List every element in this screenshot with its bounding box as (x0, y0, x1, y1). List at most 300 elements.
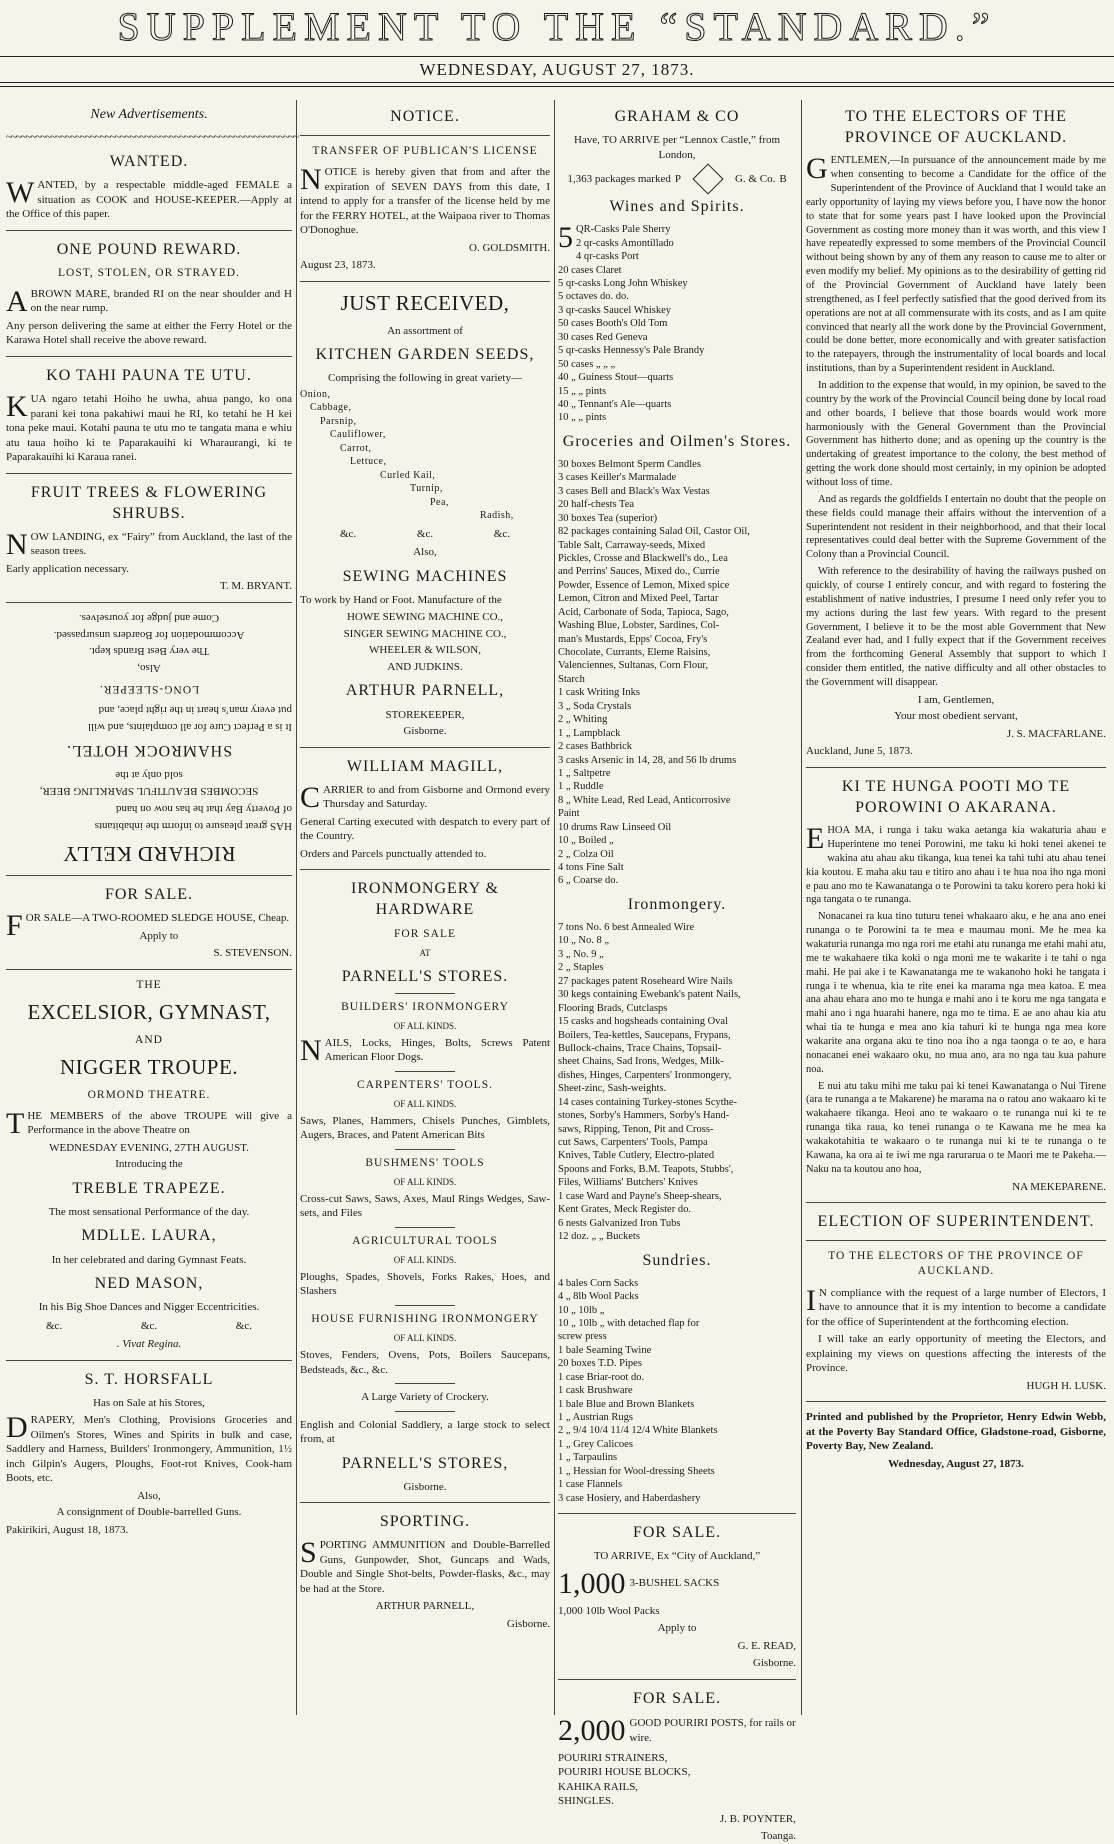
advert-subheading: HOUSE FURNISHING IRONMONGERY (311, 1312, 539, 1325)
list-item: POURIRI HOUSE BLOCKS, (558, 1766, 691, 1779)
advert-text: OF ALL KINDS. (393, 1177, 457, 1187)
list-ironmongery (558, 894, 796, 1244)
advert-text: . Vivat Regina. (116, 1338, 182, 1351)
advert-signature: T. M. BRYANT. (219, 580, 292, 593)
advert-text: BROWN MARE, branded RI on the near shoulder and H on the near rump. (30, 287, 292, 315)
masthead-rule-mid (0, 82, 1114, 83)
advert-text: THE (136, 978, 162, 991)
advert-text: ANTED, by a respectable middle-aged FEMALE a situation as COOK and HOUSE-KEEPER.—Apply at the Office of this paper. (6, 179, 292, 221)
column-divider (554, 100, 555, 1715)
advert-subheading: TRANSFER OF PUBLICAN'S LICENSE (312, 145, 538, 158)
list-item: 3 qr-casks Saucel Whiskey (558, 304, 672, 316)
list-item: KAHIKA RAILS, (558, 1780, 639, 1793)
column-divider (801, 100, 802, 1715)
list-item: saws, Ripping, Tenon, Pit and Cross- (558, 1123, 714, 1135)
list-item: Parsnip, (320, 415, 357, 427)
list-item: 10 „ Boiled „ (558, 835, 614, 847)
list-item: 50 cases „ „ „ (558, 358, 616, 370)
advert-subheading: ORMOND THEATRE. (87, 1088, 211, 1101)
list-heading: Sundries. (642, 1251, 712, 1269)
advert-text: Also, (137, 662, 161, 675)
advert-text: An assortment of (387, 324, 463, 337)
advert-text: Stoves, Fenders, Ovens, Pots, Boilers Saucepans, Bedsteads, &c., &c. (300, 1349, 550, 1376)
advert-notice (300, 106, 550, 273)
list-item: 6 nests Galvanized Iron Tubs (558, 1217, 681, 1229)
divider (300, 281, 550, 282)
list-item: 10 „ 10lb „ (558, 1304, 605, 1316)
list-item: 10 „ „ pints (558, 412, 607, 424)
advert-graham (558, 106, 796, 190)
advert-text: 1,000 10lb Wool Packs (558, 1604, 660, 1617)
advert-heading: PARNELL'S STORES. (341, 967, 509, 985)
masthead-date: WEDNESDAY, AUGUST 27, 1873. (419, 60, 695, 79)
mark-letter: B (779, 172, 787, 185)
list-item: Paint (558, 808, 580, 820)
advert-text: TO ARRIVE, Ex “City of Auckland,” (593, 1550, 761, 1563)
advert-heading: WANTED. (109, 152, 189, 170)
advert-signature: J. S. MACFARLANE. (1006, 727, 1106, 740)
list-item: 30 boxes Tea (superior) (558, 512, 658, 524)
advert-sacks (558, 1522, 796, 1671)
list-item: 27 packages patent Roseheard Wire Nails (558, 975, 733, 987)
advert-heading: TREBLE TRAPEZE. (72, 1179, 226, 1197)
advert-signature: J. B. POYNTER, (719, 1812, 796, 1825)
advert-heading: KITCHEN GARDEN SEEDS, (315, 346, 535, 364)
advert-macfarlane (806, 106, 1106, 759)
list-item: 4 qr-casks Port (576, 251, 639, 263)
drop-cap: N (300, 1033, 322, 1067)
drop-cap: 5 (558, 221, 573, 255)
list-item: Onion, (300, 388, 331, 400)
advert-text: Nonacanei ra kua tino tuturu tenei whakaaro aku, e he ana ano enei runanga o te Porowini ta te mea e maumau moni. Me he mea ka wakaturia runanga mo nga rori me etahi atu runanga me etahi mahi atu, me te wakahaere tika koki o nga moni me te wakarite i te tahi o nga mahi. He pai ake i te Kawanatanga me te wakanoho hoki he tangata i runga i te whenua, kia te rite enei ka marama nga mea katoa. E mea ana ahau ehara ano mo te hunga e mahi ano i te koru me nga tangata e mahi ano i nga huarahi hanere, nga mo te tima. E ae ano ahau kia atu whai tia te hunga e mea ano kia tahuri ki te hunga nga mea kore wakarite ana organa aku te tino noa iho a nga taonga o te ao, e hara nonacanei enei wakaaro oku, no mua ano, ara no nga tau kua pahure noa. (806, 911, 1107, 1075)
list-item: 20 half-chests Tea (558, 499, 635, 511)
drop-cap: F (6, 909, 23, 943)
list-item: SINGER SEWING MACHINE CO., (343, 627, 507, 640)
drop-cap: I (806, 1283, 816, 1317)
list-item: Bullock-chains, Trace Chains, Topsail- (558, 1042, 722, 1054)
quantity-number: 2,000 (558, 1713, 626, 1747)
list-item: 2 „ Whiting (558, 714, 608, 726)
list-item: and Perrins' Sauces, Mixed do., Currie (558, 566, 720, 578)
list-item: Lemon, Citron and Mixed Peel, Tartar (558, 593, 719, 605)
list-item: 3 cases Keiller's Marmalade (558, 472, 677, 484)
list-item: 8 „ White Lead, Red Lead, Anticorrosive (558, 794, 731, 806)
advert-text: &c. (416, 527, 434, 540)
advert-text: In addition to the expense that would, in my opinion, be saved to the country by the work of the Provincial Council being done by local road and other boards, I believe that those boards would work more harmoniously with the General Government than the Provincial Government has hitherto done; and as opening up the country is the undertaking of greatest importance to the colony, the best method of getting the work done should most certainly, in my opinion be adopted without loss of time. (806, 379, 1106, 488)
divider (395, 1149, 455, 1150)
advert-signature: ARTHUR PARNELL, (345, 682, 505, 700)
advert-text: Early application necessary. (6, 562, 129, 575)
list-item: Lettuce, (350, 456, 387, 468)
divider (558, 1513, 796, 1514)
divider (806, 1401, 1106, 1402)
list-item: 3 „ Soda Crystals (558, 700, 632, 712)
drop-cap: K (6, 390, 28, 424)
divider (300, 869, 550, 870)
list-item: Knives, Table Cutlery, Electro-plated (558, 1150, 715, 1162)
advert-subheading: AGRICULTURAL TOOLS (352, 1234, 498, 1247)
drop-cap: A (6, 284, 28, 318)
diamond-icon (692, 164, 723, 195)
list-wines (558, 196, 796, 425)
advert-heading: FOR SALE. (632, 1689, 722, 1707)
list-item: Carrot, (340, 442, 372, 454)
list-item: 7 tons No. 6 best Annealed Wire (558, 922, 695, 934)
wavy-divider: ~~~~~~~~~~~~~~~~~~~~~~~~~~~~~~~~~~~~~~~~~~~~~~~~~~~~~~~~~~~ (6, 131, 299, 144)
advert-heading: KO TAHI PAUNA TE UTU. (46, 366, 252, 384)
divider (806, 1202, 1106, 1203)
divider (6, 875, 292, 876)
advert-ironmongery (300, 878, 550, 1494)
advert-text: To work by Hand or Foot. Manufacture of the (300, 593, 502, 606)
advert-text: put every man’s heart in the right place, and (98, 703, 292, 716)
advert-text: SECOMBES BEAUTIFUL SPARKLING BEER, (39, 785, 259, 798)
list-item: 5 qr-casks Long John Whiskey (558, 278, 688, 289)
advert-heading: RICHARD KELLY (62, 842, 236, 867)
list-item: Spoons and Forks, B.M. Teapots, Stubbs', (558, 1163, 734, 1175)
column-4 (806, 100, 1106, 1715)
list-item: 4 bales Corn Sacks (558, 1277, 639, 1289)
advert-text: English and Colonial Saddlery, a large stock to select from, at (300, 1418, 550, 1446)
advert-text: of Poverty Bay that he has now on hand (116, 802, 292, 815)
advert-text: In his Big Shoe Dances and Nigger Eccentricities. (38, 1301, 260, 1314)
advert-text: The most sensational Performance of the day. (48, 1205, 250, 1218)
advert-date: Pakirikiri, August 18, 1873. (6, 1523, 129, 1536)
list-item: sheet Chains, Sad Irons, Wedges, Milk- (558, 1056, 724, 1068)
list-item: Cauliflower, (330, 429, 386, 441)
list-item: 30 kegs containing Ewebank's patent Nails, (558, 989, 741, 1001)
advert-text: It is a Perfect Cure for all complaints, and will (87, 721, 292, 734)
advert-text: ENTLEMEN,—In pursuance of the announcement made by me when consenting to become a Candidate for the office of the Superintendent of the Province of Auckland that I would take an early opportunity of laying my views before you, I have now the honor to state that for some years past I have looked upon the Provincial Government as costing more money than it was worth, and this view I have repeatedly expressed to some members of the Provincial Council without being shown by any of them any reason to cause me to alter or even modify my belief. My opinions as to the desirability of getting rid of the Provincial Government of Auckland have lately been strengthened, as I feel perfectly satisfied that the good derived from its operations are not at all commensurate with its costs, and as I am quite convinced that nearly all the work done by the Provincial Government, could be done better, more economically and with greater satisfaction to the ratepayers, through the instrumentality of local boards and local institutions, than by a Superintendent resident in Auckland. (806, 155, 1106, 375)
list-groceries (558, 431, 796, 888)
advert-subheading: BUSHMENS' TOOLS (365, 1156, 485, 1169)
divider (300, 1502, 550, 1503)
advert-reward (6, 239, 292, 348)
advert-text: FOR SALE (394, 927, 456, 940)
list-item: dishes, Hinges, Carpenters' Ironmongery, (558, 1069, 732, 1081)
list-item: 14 cases containing Turkey-stones Scythe- (558, 1096, 738, 1108)
advert-heading: ELECTION OF SUPERINTENDENT. (817, 1213, 1095, 1231)
advert-text: OF ALL KINDS. (393, 1020, 457, 1031)
imprint-text: Printed and published by the Proprietor, Henry Edwin Webb, at the Poverty Bay Standard Office, Gladstone-road, Gisborne, Poverty Bay, New Zealand. (806, 1411, 1106, 1453)
advert-text: And as regards the goldfields I entertain no doubt that the people on these fields could manage their affairs without the intervention of a Superintendent not resident in their neighborhood, and that their local representatives could deal better with the Supreme Government of the Colony than a Provincial Council. (806, 493, 1106, 561)
list-item: 2 „ 9/4 10/4 11/4 12/4 White Blankets (558, 1425, 718, 1437)
list-item: 30 boxes Belmont Sperm Candles (558, 458, 701, 470)
advert-text: HOA MA, i runga i taku waka aetanga kia wakaturia ahau e Huperintene mo tenei Porowini, me taku ki hoki tenei akenei te wakina atu ahau aku tikanga, kua tenei ka tahi tuhi atu ahau tenei kia koutou. E maha aku tau e titiro ano ahau i te hua noa iho nga moni e pau ano mo te Kawanatanga o te Porowini ta taku korero pera hoki ki nga tangata o te runanga. (806, 825, 1106, 906)
advert-heading: NED MASON, (94, 1275, 204, 1293)
divider (6, 473, 292, 474)
masthead (0, 0, 1114, 84)
drop-cap: N (300, 163, 322, 197)
advert-text: ARRIER to and from Gisborne and Ormond every Thursday and Saturday. (323, 783, 550, 811)
list-item: Kent Grates, Meck Register do. (558, 1204, 691, 1216)
imprint (806, 1410, 1106, 1471)
list-item: 40 „ Guiness Stout—quarts (558, 372, 674, 384)
advert-text: Saws, Planes, Hammers, Chisels Punches, Gimblets, Augers, Braces, and Patent American Bits (300, 1114, 550, 1142)
advert-text: Apply to (657, 1622, 697, 1635)
list-item: 2 „ Staples (558, 962, 604, 974)
advert-signature: G. E. READ, (737, 1639, 796, 1652)
advert-text: 1,363 packages marked (567, 172, 671, 185)
list-item: 5 octaves do. do. (558, 291, 629, 303)
divider (806, 1240, 1106, 1241)
drop-cap: C (300, 780, 321, 814)
advert-text: Introducing the (115, 1158, 183, 1171)
divider (6, 356, 292, 357)
list-item: Curled Kail, (380, 469, 436, 481)
list-item: 3 cases Bell and Black's Wax Vestas (558, 485, 710, 497)
list-item: Radish, (480, 510, 514, 522)
list-item: WHEELER & WILSON, (369, 644, 481, 657)
list-item: 10 „ No. 8 „ (558, 935, 610, 947)
advert-text: E nui atu taku mihi me taku pai ki tenei Kawanatanga o Nui Tirene (ara te runanga a te Makarene) he marama na o ratou ano wakaaro ki te wakahaere tikanga. Heoi ano te wakaaro o te runanga nui ki te te runanga tika raua, ko tenei runanga o te Kawana me he mea ka wakakotahitia te wakaaro o te runanga nui ki te te runanga o te Kawana, ka ora ai te iwi me nga rarurarua o te Maori me te Pakeha.—Naku na ta koutou ano hoa, (806, 1080, 1106, 1175)
list-item: Files, Williams' Butchers' Knives (558, 1177, 698, 1189)
divider (6, 969, 292, 970)
list-item: 1 bale Seaming Twine (558, 1344, 652, 1356)
list-sundries (558, 1250, 796, 1506)
advert-magill (300, 756, 550, 862)
list-item: 2 cases Bathbrick (558, 741, 633, 753)
advert-sledge-house (6, 884, 292, 961)
advert-text: PORTING AMMUNITION and Double-Barrelled Guns, Gunpowder, Shot, Guncaps and Wads, Double and Single Shot-belts, Powder-flasks, &c., may be had at the Store. (300, 1539, 550, 1595)
advert-text: OTICE is hereby given that from and after the expiration of SEVEN DAYS from this date, I intend to apply for a transfer of the license held by me for the FERRY HOTEL, at the Waipaoa river to Thomas O'Donoghue. (300, 166, 550, 237)
advert-heading: SHAMROCK HOTEL. (65, 742, 233, 760)
quantity-number: 1,000 (558, 1566, 626, 1600)
advert-text: OF ALL KINDS. (393, 1098, 457, 1109)
advert-subheading: Has on Sale at his Stores, (93, 1396, 205, 1409)
advert-text: OF ALL KINDS. (393, 1333, 457, 1344)
advert-text: AT (419, 947, 431, 958)
list-item: 4 tons Fine Salt (558, 862, 624, 874)
list-item: 1 „ Saltpetre (558, 767, 611, 779)
advert-heading: FOR SALE. (632, 1524, 722, 1542)
advert-heading: MDLLE. LAURA, (81, 1227, 217, 1245)
advert-text: Have, TO ARRIVE per “Lennox Castle,” from London, (573, 134, 781, 161)
advert-date: Auckland, June 5, 1873. (806, 745, 913, 758)
list-heading: Wines and Spirits. (609, 198, 745, 216)
advert-shamrock-hotel-inverted (6, 611, 292, 867)
advert-signature: NA MEKEPARENE. (1012, 1180, 1106, 1193)
advert-text: I will take an early opportunity of meeting the Electors, and explaining my views on questions affecting the interests of the Province. (806, 1333, 1106, 1375)
divider (395, 993, 455, 994)
drop-cap: D (6, 1411, 28, 1445)
list-item: Boilers, Tea-kettles, Saucepans, Frypans, (558, 1029, 731, 1041)
list-item: 15 casks and hogsheads containing Oval (558, 1016, 729, 1028)
advert-text: AILS, Locks, Hinges, Bolts, Screws Patent American Floor Dogs. (324, 1036, 550, 1064)
list-item: cut Saws, Carpenters' Tools, Pampa (558, 1137, 708, 1149)
advert-signature: ARTHUR PARNELL, (375, 1600, 475, 1613)
divider (395, 1305, 455, 1306)
list-item: Pea, (430, 496, 449, 508)
advert-subheading: CARPENTERS' TOOLS. (357, 1078, 493, 1091)
seed-list (300, 388, 550, 523)
advert-heading: IRONMONGERY & HARDWARE (351, 880, 499, 919)
list-item: Cabbage, (310, 402, 352, 414)
advert-text: With reference to the desirability of having the railways pushed on quickly, of course I entirely concur, and with regard to fostering the establishment of native industries, I presume I need only refer you to my actions during the last few years. With regard to the present Government, I believe it to be the most able Government that New Zealand ever had, and I fully expect that if the Government receives from the forthcoming General Assembly that support to which I consider them entitled, the native difficulty and all other obstacles to the Government will disappear. (806, 566, 1106, 689)
list-item: 1 „ Tarpaulins (558, 1452, 618, 1464)
advert-text: Comprising the following in great variety— (328, 372, 522, 385)
advert-signature: O. GOLDSMITH. (469, 241, 550, 254)
section-heading: New Advertisements. (90, 107, 208, 122)
advert-text: Gisborne. (403, 725, 447, 738)
list-item: Washing Blue, Lobster, Sardines, Col- (558, 620, 720, 632)
divider (300, 135, 550, 136)
list-item: 20 boxes T.D. Pipes (558, 1358, 642, 1370)
advert-text: &c. (235, 1319, 252, 1332)
drop-cap: E (806, 822, 825, 856)
advert-heading: SEWING MACHINES (342, 567, 508, 585)
list-item: 6 „ Coarse do. (558, 875, 619, 887)
advert-text: Also, (137, 1489, 161, 1502)
list-heading: Groceries and Oilmen's Stores. (562, 432, 792, 450)
advert-heading: PARNELL'S STORES, (341, 1454, 509, 1472)
advert-text: STOREKEEPER, (385, 708, 465, 721)
advert-heading: WILLIAM MAGILL, (346, 757, 504, 775)
advert-heading: JUST RECEIVED, (340, 290, 510, 315)
mark-letter: G. & Co. (734, 172, 776, 185)
advert-text: OF ALL KINDS. (393, 1255, 457, 1266)
list-item: 1 „ Hessian for Wool-dressing Sheets (558, 1465, 715, 1477)
advert-subheading: BUILDERS' IRONMONGERY (341, 1000, 509, 1013)
advert-fruit-trees (6, 482, 292, 594)
advert-text: Orders and Parcels punctually attended to. (300, 847, 487, 860)
advert-text: In her celebrated and daring Gymnast Feats. (51, 1253, 247, 1266)
list-item: 1 „ Austrian Rugs (558, 1412, 633, 1424)
advert-subheading: LONG-SLEEPER. (98, 683, 200, 696)
list-item: 40 „ Tennant's Ale—quarts (558, 398, 672, 410)
advert-subheading: LOST, STOLEN, OR STRAYED. (58, 266, 240, 279)
advert-text: Gisborne. (752, 1657, 796, 1670)
advert-mekeparene (806, 776, 1106, 1194)
advert-seeds (300, 290, 550, 739)
list-item: AND JUDKINS. (387, 660, 463, 673)
divider (558, 1679, 796, 1680)
divider (6, 230, 292, 231)
list-item: Valenciennes, Sultanas, Corn Flour, (558, 660, 709, 672)
column-divider (296, 100, 297, 1715)
list-item: 2 „ Colza Oil (558, 848, 614, 860)
list-item: 4 „ 8lb Wool Packs (558, 1291, 639, 1303)
divider (395, 1071, 455, 1072)
advert-text: N compliance with the request of a large number of Electors, I have to announce that it is my intention to become a candidate for the office of Superintendent at the forthcoming election. (806, 1286, 1106, 1328)
list-item: Flooring Brads, Cutclasps (558, 1002, 668, 1014)
list-item: 3 casks Arsenic in 14, 28, and 56 lb drums (558, 754, 737, 766)
advert-signature: S. STEVENSON. (213, 947, 292, 960)
divider (395, 1227, 455, 1228)
advert-lusk (806, 1211, 1106, 1393)
advert-heading: KI TE HUNGA POOTI MO TE POROWINI O AKARANA. (841, 777, 1071, 817)
advert-text: A consignment of Double-barrelled Guns. (56, 1506, 242, 1519)
list-item: 1 „ Lampblack (558, 727, 621, 739)
list-item: HOWE SEWING MACHINE CO., (346, 611, 504, 624)
advert-heading: S. T. HORSFALL (84, 1370, 214, 1388)
advert-text: I am, Gentlemen, (917, 693, 995, 706)
divider (806, 767, 1106, 768)
mark-letter: P (674, 172, 681, 185)
advert-text: Also, (413, 546, 437, 559)
advert-text: 3-BUSHEL SACKS (629, 1577, 720, 1590)
column-3 (558, 100, 796, 1843)
advert-text: Gisborne. (506, 1617, 550, 1630)
advert-text: GOOD POURIRI POSTS, for rails or wire. (629, 1717, 796, 1744)
advert-sporting (300, 1511, 550, 1631)
list-item: Table Salt, Carraway-seeds, Mixed (558, 539, 706, 551)
advert-text: AND (135, 1033, 163, 1046)
advert-text: Cross-cut Saws, Saws, Axes, Maul Rings Wedges, Saw-sets, and Files (300, 1192, 550, 1220)
advert-horsfall (6, 1369, 292, 1538)
advert-text: Gisborne. (403, 1480, 447, 1493)
list-item: Sheet-zinc, Sash-weights. (558, 1083, 667, 1095)
drop-cap: S (300, 1536, 317, 1570)
advert-text: Accommodation for Boarders unsurpassed. (53, 628, 245, 641)
list-item: 2 qr-casks Amontillado (576, 237, 674, 249)
advert-troupe (6, 978, 292, 1352)
advert-text: HAS great pleasure to inform the inhabitants (94, 820, 292, 833)
advert-text: Any person delivering the same at either the Ferry Hotel or the Karawa Hotel shall receive the above reward. (6, 319, 292, 347)
divider (395, 1383, 455, 1384)
list-item: 1 „ Grey Calicoes (558, 1438, 633, 1450)
advert-text: HE MEMBERS of the above TROUPE will give a Performance in the above Theatre on (27, 1109, 292, 1137)
list-item: Chocolate, Currants, Eleme Raisins, (558, 647, 711, 659)
advert-text: OR SALE—A TWO-ROOMED SLEDGE HOUSE, Cheap. (25, 912, 290, 925)
advert-text: General Carting executed with despatch to every part of the Country. (300, 815, 550, 843)
advert-date: August 23, 1873. (300, 259, 376, 272)
drop-cap: N (6, 527, 28, 561)
list-item: 15 „ „ pints (558, 385, 607, 397)
advert-heading: ONE POUND REWARD. (56, 240, 242, 258)
list-item: 1 „ Ruddle (558, 781, 604, 793)
column-1 (6, 100, 299, 1715)
advert-text: WEDNESDAY EVENING, 27TH AUGUST. (49, 1141, 249, 1154)
advert-heading: FOR SALE. (104, 886, 194, 904)
advert-text: Apply to (139, 929, 179, 942)
drop-cap: T (6, 1106, 25, 1140)
advert-text: Come and judge for yourselves. (78, 612, 220, 625)
advert-text: UA ngaro tetahi Hoiho he uwha, ahua pango, ko ona parani kei tona pakahiwi maui he RI, ko tetahi he H kei tona peke maui. Kotahi pauna te utu mo te tangata mana e whiu atu taua hoiho ki te Paparakauihi ki Wharaurangi, ki te Paparakauihi ki Karaua ranei. (6, 393, 292, 464)
list-heading: Ironmongery. (627, 895, 727, 913)
advert-text: &c. (493, 527, 510, 540)
list-item: Acid, Carbonate of Soda, Tapioca, Sago, (558, 606, 729, 618)
list-item: 50 cases Booth's Old Tom (558, 318, 668, 330)
list-item: Turnip, (410, 483, 443, 495)
masthead-rule-bottom (0, 86, 1114, 87)
advert-text: &c. (340, 527, 357, 540)
advert-text: Your most obedient servant, (894, 710, 1018, 723)
list-item: screw press (558, 1331, 607, 1343)
masthead-title: SUPPLEMENT TO THE “STANDARD.” (117, 4, 997, 49)
list-item: 3 „ No. 9 „ (558, 948, 604, 960)
imprint-date: Wednesday, August 27, 1873. (888, 1457, 1024, 1470)
list-item: man's Mustards, Epps' Cocoa, Fry's (558, 633, 708, 645)
list-item: 1 bale Blue and Brown Blankets (558, 1398, 695, 1410)
divider (6, 1360, 292, 1361)
advert-pouriri (558, 1688, 796, 1844)
advert-text: Toanga. (761, 1830, 796, 1843)
advert-heading: FRUIT TREES & FLOWERING SHRUBS. (30, 483, 268, 522)
list-item: 1 cask Brushware (558, 1385, 633, 1397)
list-item: Pickles, Crosse and Blackwell's do., Lea (558, 552, 728, 564)
advert-heading: TO THE ELECTORS OF THE PROVINCE OF AUCKLAND. (844, 108, 1068, 147)
list-item: 1 case Flannels (558, 1479, 623, 1491)
drop-cap: W (6, 176, 35, 210)
advert-text: &c. (140, 1319, 158, 1332)
divider (300, 747, 550, 748)
list-item: Powder, Essence of Lemon, Mixed spice (558, 579, 730, 591)
drop-cap: G (806, 152, 828, 186)
advert-wanted (6, 151, 292, 222)
advert-text: Ploughs, Spades, Shovels, Forks Rakes, Hoes, and Slashers (300, 1270, 550, 1298)
masthead-rule-top (0, 56, 1114, 57)
